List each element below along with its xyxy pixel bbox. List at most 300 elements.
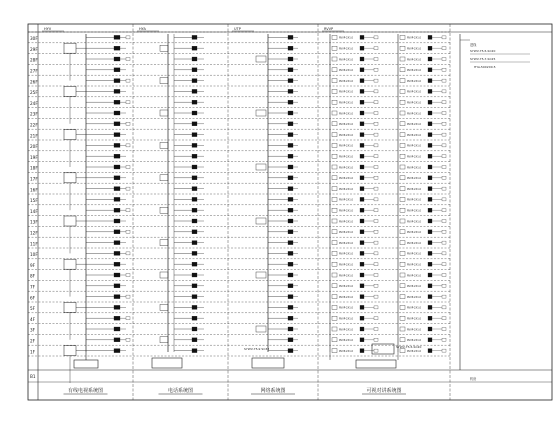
catv-outlet — [114, 122, 120, 126]
panel-title: 电话系统图 — [167, 388, 194, 394]
intercom-indoor-unit — [428, 219, 432, 223]
intercom-decoder — [332, 295, 337, 299]
intercom-indoor-unit — [360, 35, 364, 39]
intercom-indoor-unit — [428, 111, 432, 115]
intercom-indoor-unit — [360, 219, 364, 223]
net-core-switch — [252, 358, 284, 368]
catv-outlet — [114, 327, 120, 331]
intercom-decoder — [332, 219, 337, 223]
catv-terminal — [126, 209, 130, 212]
intercom-decoder — [400, 273, 405, 277]
intercom-cable-label: RVVP-2X1.0 — [407, 36, 422, 40]
tel-junction-box — [160, 207, 168, 213]
intercom-cable-label: RVVP-2X1.0 — [339, 112, 354, 116]
tel-junction-box — [160, 78, 168, 84]
intercom-indoor-unit — [360, 230, 364, 234]
intercom-indoor-unit — [360, 143, 364, 147]
catv-outlet — [114, 316, 120, 320]
intercom-decoder — [400, 187, 405, 191]
catv-head-end — [74, 360, 98, 368]
intercom-decoder — [400, 133, 405, 137]
tel-outlet — [192, 89, 197, 93]
net-outlet — [288, 35, 293, 39]
intercom-decoder — [332, 273, 337, 277]
net-outlet — [288, 133, 293, 137]
catv-terminal — [126, 166, 130, 169]
net-outlet — [288, 187, 293, 191]
intercom-decoder — [400, 305, 405, 309]
catv-amplifier — [64, 43, 76, 53]
intercom-indoor-unit — [360, 273, 364, 277]
intercom-indoor-unit — [360, 251, 364, 255]
intercom-terminal — [374, 338, 378, 341]
tel-outlet — [192, 143, 197, 147]
intercom-decoder — [400, 57, 405, 61]
intercom-indoor-unit — [428, 262, 432, 266]
net-outlet — [288, 57, 293, 61]
intercom-cable-label: RVVP-2X1.0 — [407, 209, 422, 213]
intercom-decoder — [400, 251, 405, 255]
catv-outlet — [114, 273, 120, 277]
intercom-cable-label: RVVP-2X1.0 — [339, 317, 354, 321]
intercom-terminal — [374, 47, 378, 50]
intercom-terminal — [374, 306, 378, 309]
intercom-cable-label: RVVP-2X1.0 — [339, 177, 354, 181]
catv-outlet — [114, 338, 120, 342]
floor-label: 16F — [30, 187, 38, 193]
intercom-cable-label: RVVP-2X1.0 — [339, 166, 354, 170]
intercom-terminal — [442, 101, 446, 104]
tel-outlet — [192, 273, 197, 277]
intercom-indoor-unit — [360, 100, 364, 104]
tel-outlet — [192, 327, 197, 331]
intercom-terminal — [442, 36, 446, 39]
intercom-indoor-unit — [428, 154, 432, 158]
intercom-indoor-unit — [428, 187, 432, 191]
intercom-indoor-unit — [428, 35, 432, 39]
intercom-cable-label: RVVP-2X1.0 — [339, 144, 354, 148]
intercom-decoder — [400, 111, 405, 115]
intercom-cable-label: RVVP-2X1.0 — [407, 263, 422, 267]
net-outlet — [288, 241, 293, 245]
intercom-decoder — [400, 197, 405, 201]
catv-terminal — [126, 122, 130, 125]
intercom-terminal — [374, 284, 378, 287]
intercom-cable-label: RVVP-2X1.0 — [407, 90, 422, 94]
intercom-terminal — [442, 187, 446, 190]
intercom-cable-label: RVVP-2X1.0 — [339, 58, 354, 62]
floor-label: 19F — [30, 154, 38, 160]
floor-label: 10F — [30, 252, 38, 258]
intercom-indoor-unit — [428, 295, 432, 299]
intercom-terminal — [442, 306, 446, 309]
floor-label: 5F — [30, 306, 36, 312]
intercom-decoder — [332, 208, 337, 212]
intercom-indoor-unit — [428, 165, 432, 169]
intercom-terminal — [442, 155, 446, 158]
intercom-terminal — [374, 79, 378, 82]
intercom-terminal — [442, 144, 446, 147]
catv-outlet — [114, 89, 120, 93]
floor-label: 30F — [30, 36, 38, 42]
catv-terminal — [126, 230, 130, 233]
entry-tel-label: HYA-50X2X0.5 — [474, 65, 496, 69]
intercom-terminal — [442, 338, 446, 341]
intercom-terminal — [442, 328, 446, 331]
floor-label: 23F — [30, 111, 38, 117]
panel-header: HYA — [139, 27, 146, 31]
intercom-decoder — [400, 262, 405, 266]
intercom-terminal — [374, 112, 378, 115]
intercom-terminal — [374, 295, 378, 298]
net-outlet — [288, 68, 293, 72]
intercom-cable-label: RVVP-2X1.0 — [407, 58, 422, 62]
catv-outlet — [114, 230, 120, 234]
catv-terminal — [126, 317, 130, 320]
intercom-cable-label: RVVP-2X1.0 — [407, 285, 422, 289]
catv-outlet — [114, 46, 120, 50]
tel-outlet — [192, 68, 197, 72]
intercom-terminal — [442, 230, 446, 233]
intercom-decoder — [332, 122, 337, 126]
intercom-terminal — [374, 155, 378, 158]
intercom-cable-label: RVVP-2X1.0 — [407, 241, 422, 245]
intercom-cable-label: RVVP-2X1.0 — [339, 90, 354, 94]
intercom-cable-label: RVVP-2X1.0 — [339, 198, 354, 202]
intercom-decoder — [332, 241, 337, 245]
intercom-terminal — [442, 166, 446, 169]
net-outlet — [288, 262, 293, 266]
intercom-cable-label: RVVP-2X1.0 — [339, 187, 354, 191]
intercom-indoor-unit — [428, 143, 432, 147]
catv-outlet — [114, 154, 120, 158]
intercom-cable-label: RVVP-2X1.0 — [339, 69, 354, 73]
intercom-indoor-unit — [428, 251, 432, 255]
intercom-decoder — [400, 89, 405, 93]
panel-title: 有线电视系统图 — [67, 388, 104, 394]
floor-label: 29F — [30, 46, 38, 52]
intercom-decoder — [400, 338, 405, 342]
intercom-decoder — [400, 100, 405, 104]
intercom-decoder — [332, 79, 337, 83]
catv-outlet — [114, 262, 120, 266]
intercom-terminal — [442, 274, 446, 277]
floor-label: 2F — [30, 338, 36, 344]
net-outlet — [288, 219, 293, 223]
intercom-decoder — [332, 46, 337, 50]
tel-outlet — [192, 316, 197, 320]
intercom-terminal — [442, 198, 446, 201]
catv-terminal — [126, 144, 130, 147]
intercom-cable-label: RVVP-2X1.0 — [407, 220, 422, 224]
intercom-indoor-unit — [428, 89, 432, 93]
intercom-cable-label: RVVP-2X1.0 — [407, 231, 422, 235]
floor-label: 21F — [30, 133, 38, 139]
floor-label: 15F — [30, 198, 38, 204]
catv-amplifier — [64, 346, 76, 356]
floor-label: 7F — [30, 284, 36, 290]
net-switch — [256, 56, 266, 62]
catv-outlet — [114, 100, 120, 104]
floor-label: 25F — [30, 90, 38, 96]
intercom-indoor-unit — [360, 197, 364, 201]
catv-outlet — [114, 176, 120, 180]
panel-header: HYV — [44, 27, 52, 31]
catv-outlet — [114, 197, 120, 201]
catv-outlet — [114, 111, 120, 115]
intercom-terminal — [442, 220, 446, 223]
net-outlet — [288, 165, 293, 169]
tel-junction-box — [160, 240, 168, 246]
intercom-indoor-unit — [360, 241, 364, 245]
intercom-cable-label: RVVP-2X1.0 — [407, 349, 422, 353]
floor-label: 6F — [30, 295, 36, 301]
intercom-decoder — [332, 327, 337, 331]
tel-outlet — [192, 122, 197, 126]
catv-outlet — [114, 305, 120, 309]
intercom-cable-label: RVVP-2X1.0 — [407, 166, 422, 170]
intercom-indoor-unit — [360, 338, 364, 342]
intercom-terminal — [442, 284, 446, 287]
intercom-decoder — [400, 295, 405, 299]
net-outlet — [288, 89, 293, 93]
intercom-cable-label: RVVP-2X1.0 — [339, 220, 354, 224]
intercom-cable-label: RVVP-2X1.0 — [339, 155, 354, 159]
catv-terminal — [126, 338, 130, 341]
intercom-cable-label: RVVP-2X1.0 — [339, 306, 354, 310]
intercom-cable-label: RVVP-2X1.0 — [339, 274, 354, 278]
intercom-cable-label: RVVP-2X1.0 — [339, 47, 354, 51]
intercom-terminal — [374, 209, 378, 212]
tel-outlet — [192, 111, 197, 115]
intercom-terminal — [374, 166, 378, 169]
tel-outlet — [192, 133, 197, 137]
tel-outlet — [192, 230, 197, 234]
intercom-cable-label: RVVP-2X1.0 — [407, 317, 422, 321]
intercom-indoor-unit — [428, 349, 432, 353]
intercom-indoor-unit — [360, 89, 364, 93]
intercom-indoor-unit — [428, 273, 432, 277]
intercom-decoder — [332, 349, 337, 353]
intercom-server — [356, 360, 396, 368]
intercom-cable-label: RVVP-2X1.0 — [339, 123, 354, 127]
intercom-cable-label: RVVP-2X1.0 — [407, 101, 422, 105]
catv-terminal — [126, 36, 130, 39]
catv-terminal — [126, 101, 130, 104]
intercom-terminal — [374, 263, 378, 266]
intercom-indoor-unit — [360, 79, 364, 83]
tel-outlet — [192, 241, 197, 245]
net-outlet — [288, 111, 293, 115]
intercom-decoder — [332, 35, 337, 39]
intercom-cable-label: RVVP-2X1.0 — [339, 295, 354, 299]
intercom-terminal — [442, 176, 446, 179]
tel-outlet — [192, 35, 197, 39]
intercom-cable-label: RVVP-2X1.0 — [407, 144, 422, 148]
floor-label: 18F — [30, 165, 38, 171]
tel-outlet — [192, 349, 197, 353]
intercom-indoor-unit — [428, 176, 432, 180]
tel-junction-box — [160, 110, 168, 116]
intercom-terminal — [442, 58, 446, 61]
intercom-decoder — [332, 100, 337, 104]
tel-outlet — [192, 79, 197, 83]
intercom-cable-label: RVVP-2X1.0 — [407, 187, 422, 191]
intercom-cable-label: RVVP-2X1.0 — [407, 79, 422, 83]
net-outlet — [288, 79, 293, 83]
net-outlet — [288, 284, 293, 288]
intercom-entry-label: SYWV-75-5-SC20 — [396, 345, 422, 349]
catv-terminal — [126, 187, 130, 190]
floor-label: 27F — [30, 68, 38, 74]
intercom-decoder — [400, 230, 405, 234]
intercom-indoor-unit — [360, 284, 364, 288]
floor-label: 4F — [30, 316, 36, 322]
intercom-decoder — [332, 338, 337, 342]
intercom-terminal — [374, 144, 378, 147]
tel-outlet — [192, 219, 197, 223]
intercom-decoder — [332, 251, 337, 255]
intercom-cable-label: RVVP-2X1.0 — [339, 252, 354, 256]
tel-main-frame — [152, 358, 182, 368]
intercom-terminal — [442, 317, 446, 320]
intercom-terminal — [374, 198, 378, 201]
intercom-cable-label: RVVP-2X1.0 — [339, 339, 354, 343]
intercom-indoor-unit — [428, 327, 432, 331]
catv-outlet — [114, 35, 120, 39]
catv-amplifier — [64, 259, 76, 269]
intercom-terminal — [374, 349, 378, 352]
intercom-indoor-unit — [428, 46, 432, 50]
catv-outlet — [114, 57, 120, 61]
intercom-cable-label: RVVP-2X1.0 — [339, 263, 354, 267]
net-outlet — [288, 143, 293, 147]
intercom-cable-label: RVVP-2X1.0 — [339, 79, 354, 83]
catv-outlet — [114, 284, 120, 288]
intercom-decoder — [400, 68, 405, 72]
intercom-decoder — [332, 187, 337, 191]
net-outlet — [288, 100, 293, 104]
intercom-indoor-unit — [360, 46, 364, 50]
floor-label: 11F — [30, 241, 38, 247]
intercom-decoder — [332, 154, 337, 158]
intercom-indoor-unit — [360, 154, 364, 158]
intercom-indoor-unit — [428, 316, 432, 320]
tel-outlet — [192, 100, 197, 104]
intercom-decoder — [400, 208, 405, 212]
floor-label: 14F — [30, 208, 38, 214]
catv-outlet — [114, 241, 120, 245]
intercom-decoder — [332, 143, 337, 147]
intercom-indoor-unit — [428, 338, 432, 342]
tel-outlet — [192, 338, 197, 342]
intercom-decoder — [332, 57, 337, 61]
entry-spec-label-2: SYWV-75-7-SC25 — [470, 57, 496, 61]
panel-title: 网络系统图 — [260, 388, 286, 394]
catv-outlet — [114, 208, 120, 212]
intercom-cable-label: RVVP-2X1.0 — [407, 295, 422, 299]
tel-outlet — [192, 262, 197, 266]
intercom-cable-label: RVVP-2X1.0 — [407, 133, 422, 137]
intercom-terminal — [374, 176, 378, 179]
intercom-decoder — [332, 111, 337, 115]
intercom-decoder — [332, 316, 337, 320]
floor-label: 9F — [30, 262, 36, 268]
intercom-terminal — [442, 112, 446, 115]
floor-label: 26F — [30, 79, 38, 85]
intercom-decoder — [332, 305, 337, 309]
panel-header: UTP — [234, 27, 241, 31]
panel-header: RVVP — [324, 27, 334, 31]
tel-outlet — [192, 176, 197, 180]
floor-label: 22F — [30, 122, 38, 128]
floor-label: 12F — [30, 230, 38, 236]
catv-terminal — [126, 58, 130, 61]
intercom-terminal — [442, 47, 446, 50]
intercom-terminal — [374, 68, 378, 71]
intercom-terminal — [442, 252, 446, 255]
intercom-decoder — [332, 133, 337, 137]
intercom-cable-label: RVVP-2X1.0 — [407, 112, 422, 116]
catv-outlet — [114, 133, 120, 137]
catv-outlet — [114, 219, 120, 223]
floor-label: 20F — [30, 144, 38, 150]
intercom-cable-label: RVVP-2X1.0 — [407, 47, 422, 51]
intercom-terminal — [374, 90, 378, 93]
intercom-cable-label: RVVP-2X1.0 — [407, 306, 422, 310]
tel-outlet — [192, 154, 197, 158]
catv-outlet — [114, 187, 120, 191]
net-outlet — [288, 154, 293, 158]
net-switch — [256, 218, 266, 224]
net-entry-label: SYWV-75-9 SC32 — [244, 347, 270, 351]
intercom-terminal — [374, 274, 378, 277]
intercom-decoder — [332, 284, 337, 288]
intercom-decoder — [332, 262, 337, 266]
intercom-cable-label: RVVP-2X1.0 — [339, 36, 354, 40]
catv-amplifier — [64, 173, 76, 183]
floor-label: 13F — [30, 219, 38, 225]
catv-terminal — [126, 252, 130, 255]
catv-amplifier — [64, 130, 76, 140]
intercom-indoor-unit — [360, 187, 364, 191]
intercom-terminal — [442, 263, 446, 266]
intercom-indoor-unit — [428, 197, 432, 201]
intercom-cable-label: RVVP-2X1.0 — [339, 328, 354, 332]
floor-label: 3F — [30, 327, 36, 333]
net-outlet — [288, 197, 293, 201]
intercom-indoor-unit — [428, 230, 432, 234]
intercom-indoor-unit — [360, 176, 364, 180]
intercom-indoor-unit — [360, 305, 364, 309]
intercom-decoder — [400, 165, 405, 169]
intercom-terminal — [374, 122, 378, 125]
tel-outlet — [192, 165, 197, 169]
intercom-terminal — [374, 133, 378, 136]
catv-outlet — [114, 165, 120, 169]
intercom-cable-label: RVVP-2X1.0 — [339, 231, 354, 235]
intercom-decoder — [400, 241, 405, 245]
catv-amplifier — [64, 86, 76, 96]
intercom-terminal — [442, 295, 446, 298]
intercom-cable-label: RVVP-2X1.0 — [407, 198, 422, 202]
catv-outlet — [114, 251, 120, 255]
tel-junction-box — [160, 337, 168, 343]
intercom-terminal — [374, 317, 378, 320]
intercom-decoder — [400, 46, 405, 50]
net-switch — [256, 110, 266, 116]
catv-amplifier — [64, 216, 76, 226]
